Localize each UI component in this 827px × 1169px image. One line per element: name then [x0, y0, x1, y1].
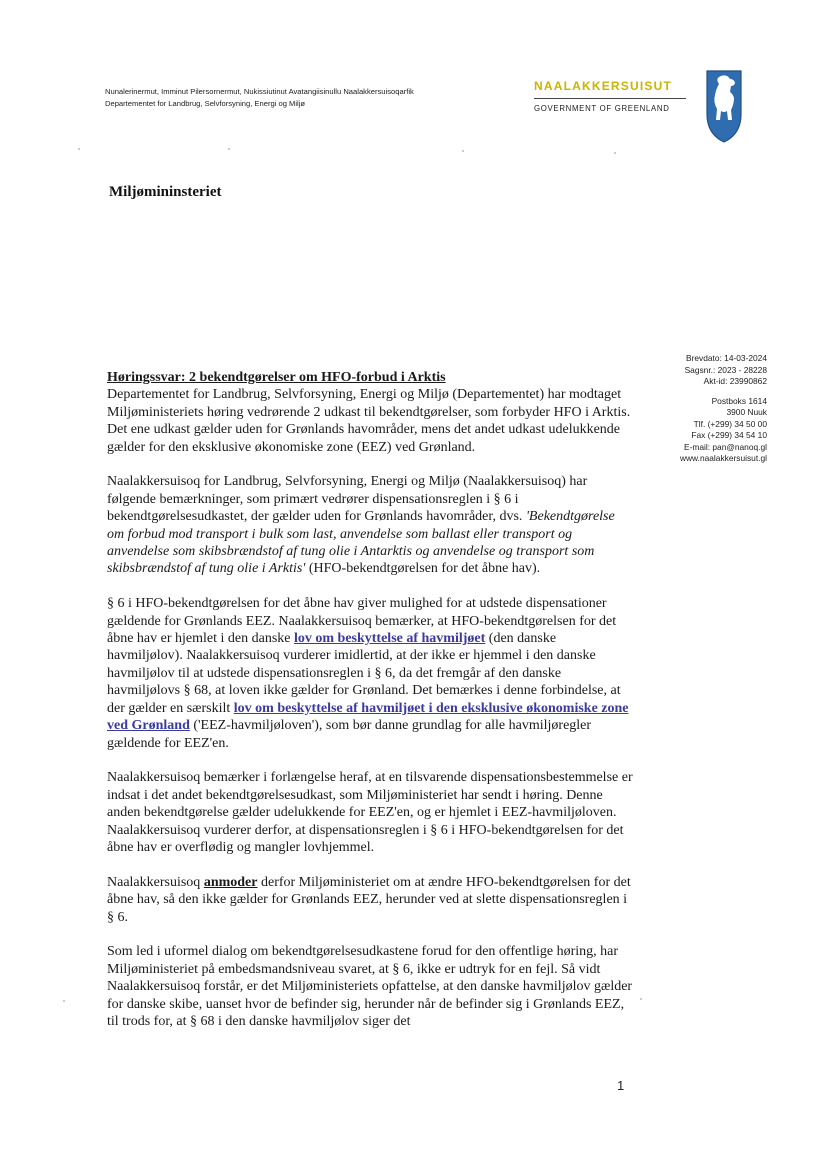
paragraph-6: Som led i uformel dialog om bekendtgørelsesudkastene forud for den offentlige høring, har Miljøministeriet på embedsmandsniveau svaret, at § 6, ikke er udtryk for en fejl. Så vidt Naalakkersuisoq forstår, er det Miljøministeriets opfattelse, at den danske havmiljølov gælder for danske skibe, uanset hvor de befinder sig, herunder når de befinder sig i Grønlands EEZ, til trods for, at § 68 i den danske havmiljølov siger det	[107, 944, 633, 1029]
scan-speck	[63, 1000, 65, 1002]
case-number: Sagsnr.: 2023 - 28228	[684, 364, 767, 375]
paragraph-3	[107, 595, 635, 752]
department-name-danish: Departementet for Landbrug, Selvforsyning, Energi og Miljø	[105, 99, 306, 108]
paragraph-2-regulation-title: 'Bekendtgørelse om forbud mod transport i bulk som last, anvendelse som ballast eller transport og anvendelse som skibsbrændstof af tung olie i Antarktis og anvendelse og transport som skibsbrændstof af tung olie i Arktis'	[107, 509, 615, 577]
paragraph-5	[107, 874, 635, 926]
scan-speck	[78, 148, 80, 150]
page-number: 1	[617, 1078, 625, 1093]
eez-havmiljolov-link[interactable]: lov om beskyttelse af havmiljøet i den eksklusive økonomiske zone ved Grønland	[107, 700, 629, 734]
letter-date: Brevdato: 14-03-2024	[685, 353, 767, 363]
paragraph-4: Naalakkersuisoq bemærker i forlængelse heraf, at en tilsvarende dispensationsbestemmelse er indsat i det andet bekendtgørelsesudkast, som Miljøministeriet har sendt i høring. Denne anden bekendtgørelse gælder udelukkende for EEZ'en, og er hjemlet i EEZ-havmiljøloven. Naalakkersuisoq vurderer derfor, at dispensationsreglen i § 6 i HFO-bekendtgørelsen for det åbne hav er overflødig og mangler lovhjemmel.	[107, 770, 633, 855]
scan-speck	[462, 150, 464, 152]
website[interactable]: www.naalakkersuisut.gl	[679, 453, 767, 463]
document-id: Akt-id: 23990862	[703, 376, 767, 386]
paragraph-5-text: Naalakkersuisoq	[107, 874, 201, 890]
recipient-name: Miljømininsteriet	[109, 184, 222, 200]
city: 3900 Nuuk	[726, 407, 767, 417]
scan-speck	[614, 152, 616, 154]
department-header	[105, 86, 525, 110]
letter-body	[107, 369, 635, 1048]
paragraph-2-text: Naalakkersuisoq for Landbrug, Selvforsyning, Energi og Miljø (Naalakkersuisoq) har følgende bemærkninger, som primært vedrører dispensationsreglen i § 6 i bekendtgørelsesudkastet, der gælder uden for Grønlands havområder, dvs.	[107, 474, 588, 525]
paragraph-1: Departementet for Landbrug, Selvforsyning, Energi og Miljø (Departementet) har modtaget Miljøministeriets høring vedrørende 2 udkast til bekendtgørelser, som forbyder HFO i Arktis. Det ene udkast gælder uden for Grønlands havområder, mens det andet udkast udelukkende gælder for den eksklusive økonomiske zone (EEZ) ved Grønland.	[107, 387, 631, 455]
email[interactable]: E-mail: pan@nanoq.gl	[684, 441, 767, 452]
paragraph-2	[107, 473, 635, 577]
brand-name: NAALAKKERSUISUT	[534, 79, 672, 93]
phone: Tlf. (+299) 34 50 00	[693, 418, 767, 429]
paragraph-5-text-end: derfor Miljøministeriet om at ændre HFO-bekendtgørelsen for det åbne hav, så den ikke gælder for Grønlands EEZ, herunder ved at slette dispensationsreglen i § 6.	[107, 874, 631, 925]
paragraph-3-text-middle: (den danske havmiljølov). Naalakkersuisoq vurderer imidlertid, at der ikke er hjemmel i den danske havmiljølov til at udstede dispensationsreglen i § 6, da det fremgår af den danske havmiljølovs § 68, at loven ikke gælder for Grønland. Det bemærkes i denne forbindelse, at der gælder en særskilt	[107, 631, 621, 716]
letter-meta	[620, 353, 767, 465]
scan-speck	[228, 148, 230, 150]
paragraph-3-text: § 6 i HFO-bekendtgørelsen for det åbne hav giver mulighed for at udstede dispensationer gældende for Grønlands EEZ. Naalakkersuisoq bemærker, at HFO-bekendtgørelsen for det åbne hav er hjemlet i den danske	[107, 596, 617, 647]
subject-heading: Høringssvar: 2 bekendtgørelser om HFO-forbud i Arktis	[107, 370, 446, 385]
department-name-greenlandic: Nunalerinermut, Imminut Pilersornermut, Nukissiutinut Avatangiisinullu Naalakkersuisoqarfik	[105, 87, 414, 96]
brand-subtitle: GOVERNMENT OF GREENLAND	[534, 104, 670, 113]
brand-divider	[534, 98, 686, 99]
polar-bear-shield-icon	[704, 68, 744, 144]
fax: Fax (+299) 34 54 10	[691, 430, 767, 440]
postbox: Postboks 1614	[711, 395, 767, 406]
scan-speck	[640, 998, 642, 1000]
paragraph-5-emphasis: anmoder	[203, 874, 258, 890]
paragraph-2-text-end: (HFO-bekendtgørelsen for det åbne hav).	[308, 561, 541, 577]
havmiljolov-link[interactable]: lov om beskyttelse af havmiljøet	[293, 631, 486, 647]
paragraph-3-text-end: ('EEZ-havmiljøloven'), som bør danne grundlag for alle havmiljøregler gældende for EEZ'en.	[107, 718, 592, 751]
